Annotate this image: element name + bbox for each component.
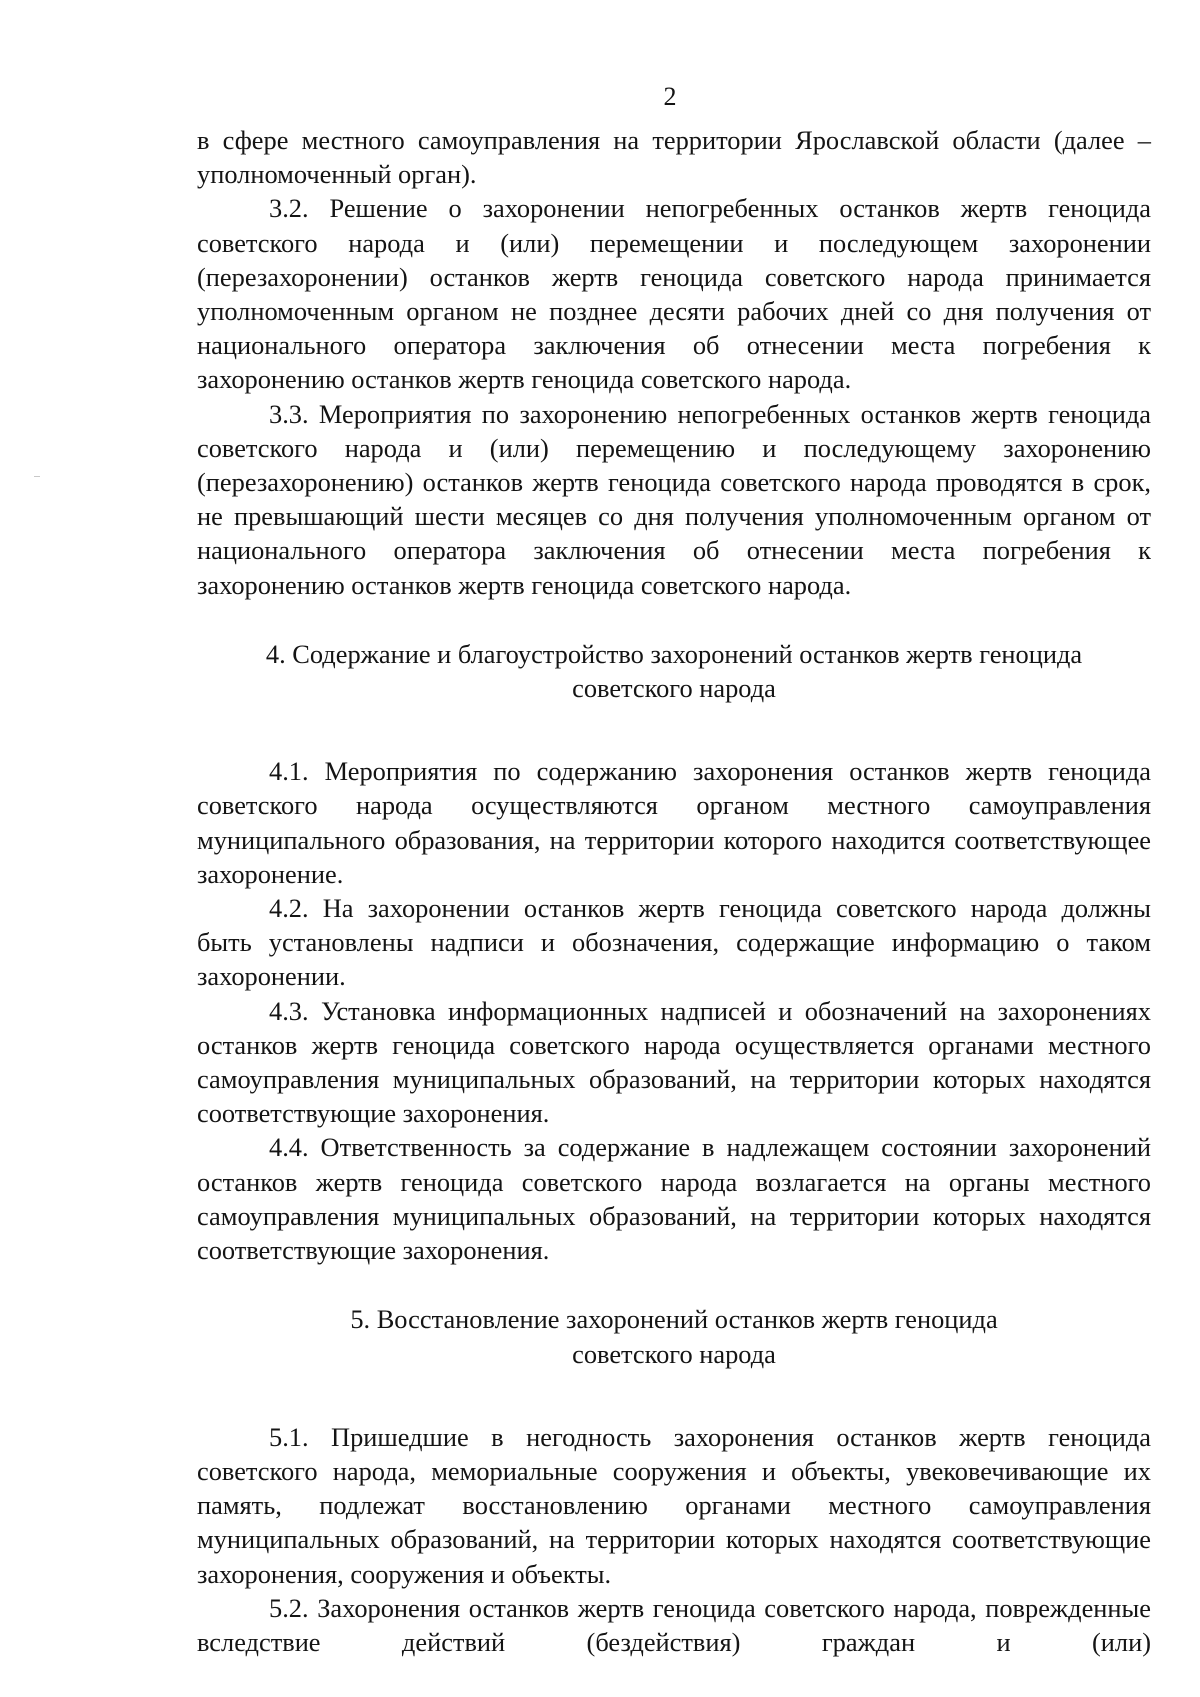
paragraph-3-2: 3.2. Решение о захоронении непогребенных останков жертв геноцида советского народа и (или) перемещении и последующем захоронении (перезахоронении) останков жертв геноцида советского народа принимается уполномоченным органом не позднее десяти рабочих дней со дня получения от национального оператора заключения об отнесении места погребения к захоронению останков жертв геноцида советского народа.	[197, 193, 1151, 395]
paragraph-5-1: 5.1. Пришедшие в негодность захоронения останков жертв геноцида советского народа, мемориальные сооружения и объекты, увековечивающие их память, подлежат восстановлению органами местного самоуправления муниципальных образований, на территории которых находятся соответствующие захоронения, сооружения и объекты.	[197, 1421, 1151, 1589]
paragraph-5-2: 5.2. Захоронения останков жертв геноцида советского народа, поврежденные вследствие действий (бездействия) граждан и (или)	[197, 1592, 1151, 1657]
section-5-heading	[197, 1302, 1151, 1370]
section-5-heading-line-1: 5. Восстановление захоронений останков жертв геноцида	[350, 1304, 998, 1335]
page-number: 2	[663, 82, 677, 111]
paragraph-intro-continuation: в сфере местного самоуправления на территории Ярославской области (далее – уполномоченный орган).	[197, 125, 1151, 190]
paragraph-4-4: 4.4. Ответственность за содержание в надлежащем состоянии захоронений останков жертв геноцида советского народа возлагается на органы местного самоуправления муниципальных образований, на территории которых находятся соответствующие захоронения.	[197, 1132, 1151, 1266]
scan-margin-mark	[34, 476, 40, 477]
paragraph-4-1: 4.1. Мероприятия по содержанию захоронения останков жертв геноцида советского народа осуществляются органом местного самоуправления муниципального образования, на территории которого находится соответствующее захоронение.	[197, 756, 1151, 889]
paragraph-4-2: 4.2. На захоронении останков жертв геноцида советского народа должны быть установлены надписи и обозначения, содержащие информацию о таком захоронении.	[197, 893, 1151, 992]
section-4-heading-line-1: 4. Содержание и благоустройство захоронений останков жертв геноцида	[265, 638, 1083, 669]
paragraph-4-3: 4.3. Установка информационных надписей и обозначений на захоронениях останков жертв геноцида советского народа осуществляется органами местного самоуправления муниципальных образований, на территории которых находятся соответствующие захоронения.	[197, 995, 1151, 1129]
paragraph-3-3: 3.3. Мероприятия по захоронению непогребенных останков жертв геноцида советского народа и (или) перемещению и последующему захоронению (перезахоронению) останков жертв геноцида советского народа проводятся в срок, не превышающий шести месяцев со дня получения уполномоченным органом от национального оператора заключения об отнесении места погребения к захоронению останков жертв геноцида советского народа.	[197, 398, 1151, 600]
section-5-heading-line-2: советского народа	[572, 1338, 776, 1369]
section-4-heading	[197, 637, 1151, 705]
section-4-heading-line-2: советского народа	[572, 673, 776, 704]
document-body	[197, 123, 1151, 1659]
